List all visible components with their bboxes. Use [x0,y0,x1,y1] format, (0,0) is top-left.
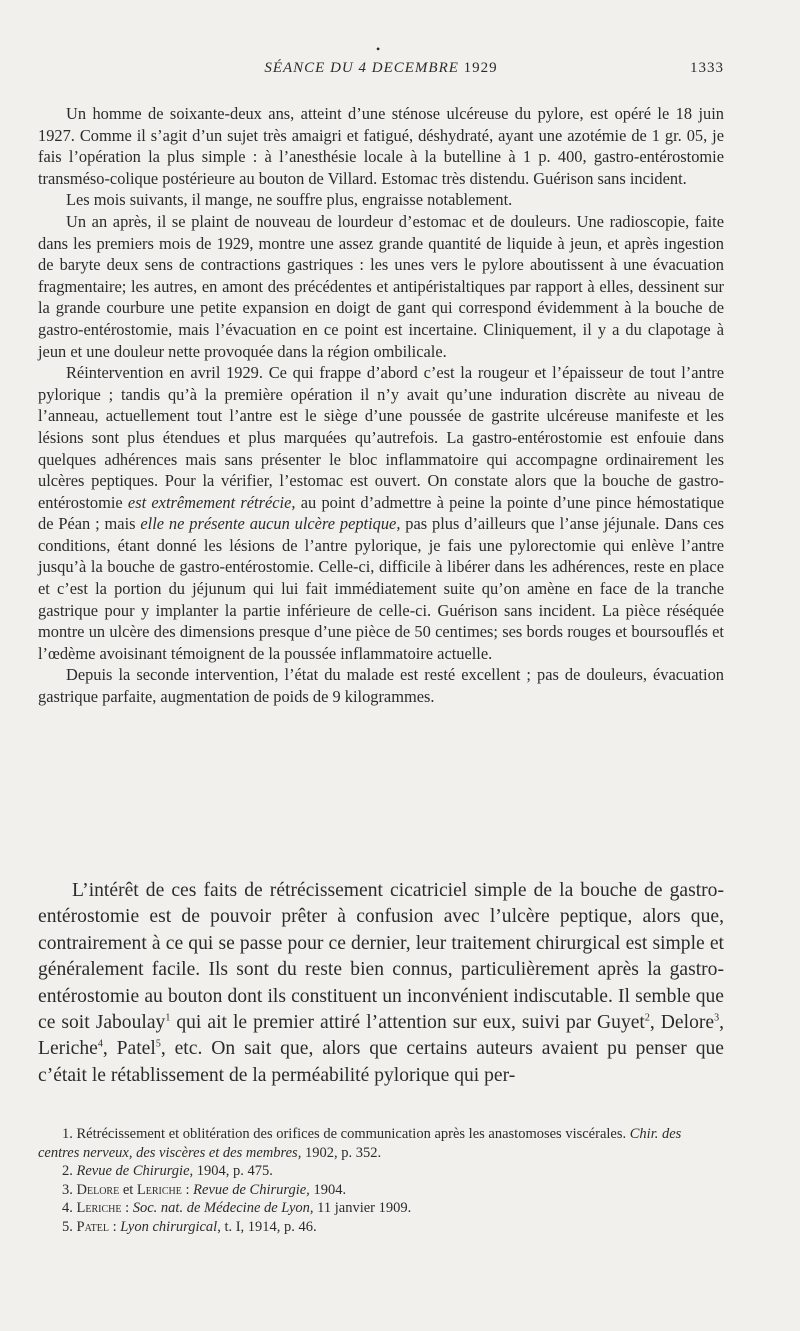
footnote-ref: 2 [644,1012,650,1024]
text-run: 2. [62,1163,77,1180]
paragraph [38,362,724,664]
header-title [38,60,724,77]
text-run: 1904, p. 475. [193,1163,273,1180]
discussion [38,878,724,1089]
footnote-3 [38,1181,724,1200]
text-run: , Leriche [38,1012,724,1060]
paragraph: Les mois suivants, il mange, ne souffre plus, engraisse notablement. [66,190,513,210]
text-run: : [109,1218,121,1235]
footnote-ref: 4 [97,1038,103,1050]
author-name: 4. Leriche [62,1200,122,1217]
text-run: , Delore [649,1012,715,1034]
footnote-1 [38,1125,724,1162]
case-report [38,103,724,708]
text-run: , etc. On sait que, alors que certains auteurs avaient pu penser que c’était le rétablissement de la perméabilité pylorique qui per- [38,1038,724,1086]
paragraph: Un homme de soixante-deux ans, atteint d’une sténose ulcéreuse du pylore, est opéré le 18 juin 1927. Comme il s’agit d’un sujet très amaigri et fatigué, déshydraté, ayant une azotémie de 1 gr. 05, je fais l’opération la plus simple : à l’anesthésie locale à la butelline à 1 p. 400, gastro-entérostomie transméso-colique postérieure au bouton de Villard. Estomac très distendu. Guérison sans incident. [38,104,724,188]
italic-run: Lyon chirurgical [120,1218,218,1235]
italic-run: Revue de Chirurgie, [193,1181,310,1198]
ornament-dot: • [376,42,381,56]
text-run: 1902, p. 352. [301,1144,382,1161]
paragraph: Un an après, il se plaint de nouveau de lourdeur d’estomac et de douleurs. Une radioscopie, faite dans les premiers mois de 1929, montre une assez grande quantité de liquide à jeun, et après ingestion de baryte deux sens de contractions gastriques : les unes vers le pylore aboutissent à une évacuation fragmentaire; les autres, en amont des précédentes et antipéristaltiques par rapport à elles, dessinent sur la grande courbure une petite expansion en doigt de gant qui correspond évidemment à la bouche de gastro-entérostomie, mais l’évacuation en ce point est incertaine. Cliniquement, il y a du clapotage à jeun et une douleur nette provoquée dans la région ombilicale. [38,211,724,361]
paragraph [38,878,724,1089]
text-run: pas plus d’ailleurs que l’anse jéjunale. Dans ces conditions, étant donné les lésions de l’antre pylorique, je fais une pylorectomie qui enlève l’antre jusqu’à la bouche de gastro-entérostomie. Celle-ci, difficile à libérer dans les adhérences, reste en place et c’est la portion du jéjunum qui lui fait immédiatement suite qu’on amène en face de la tranche gastrique pour y implanter la partie inférieure de celle-ci. Guérison sans incident. La pièce réséquée montre un ulcère des dimensions presque d’une pièce de 50 centimes; ses bords rouges et boursouflés et l’œdème avoisinant témoignent de la poussée inflammatoire actuelle. [38,514,724,663]
paragraph: Depuis la seconde intervention, l’état du malade est resté excellent ; pas de douleurs, évacuation gastrique parfaite, augmentation de poids de 9 kilogrammes. [38,665,724,707]
footnotes [38,1125,724,1237]
text-run: et [119,1181,137,1198]
italic-run: Chir. des centres nerveux, des viscères et des membres, [38,1126,682,1161]
text-run: qui ait le premier attiré l’attention sur eux, suivi par Guyet [170,1012,645,1034]
author-name: Leriche [136,1181,182,1198]
text-run: 11 janvier 1909. [313,1200,412,1217]
italic-run: elle ne présente aucun ulcère peptique, [140,514,401,534]
footnote-ref: 1 [165,1012,171,1024]
document-page [38,0,724,1331]
running-header [38,60,724,80]
text-run: : [181,1181,194,1198]
footnote-ref: 3 [714,1012,720,1024]
text-run: : [121,1200,133,1217]
header-year: 1929 [463,60,498,76]
text-run: au point d’admettre à peine la pointe d’une pince hémostatique de Péan ; mais [38,492,724,534]
footnote-2 [38,1162,724,1181]
author-name: 3. Delore [62,1181,120,1198]
italic-run: Soc. nat. de Médecine de Lyon, [132,1200,314,1217]
page-number: 1333 [690,60,724,76]
text-run: , Patel [102,1038,156,1060]
italic-run: Revue de Chirurgie, [76,1163,194,1180]
italic-run: est extrêmement rétrécie, [127,492,296,512]
footnote-5 [38,1218,724,1237]
text-run: L’intérêt de ces faits de rétrécissement cicatriciel simple de la bouche de gastro-entérostomie est de pouvoir prêter à confusion avec l’ulcère peptique, alors que, contrairement à ce qui se passe pour ce dernier, leur traitement chirurgical est simple et généralement facile. Ils sont du reste bien connus, particulièrement après la gastro-entérostomie au bouton dont ils constituent un inconvénient indiscutable. Il semble que ce soit Jaboulay [38,880,724,1034]
text-run: , t. I, 1914, p. 46. [217,1218,317,1235]
text-run: Réintervention en avril 1929. Ce qui frappe d’abord c’est la rougeur et l’épaisseur de tout l’antre pylorique ; tandis qu’à la première opération il n’y avait qu’une induration discrète au niveau de l’anneau, actuellement tout l’antre est le siège d’une poussée de gastrite ulcéreuse manifeste et les lésions sont plus étendues et plus marquées qu’autrefois. La gastro-entérostomie est enfouie dans quelques adhérences mais sans présenter le bloc inflammatoire qui accompagne ordinairement les ulcères peptiques. Pour la vérifier, l’estomac est ouvert. On constate alors que la bouche de gastro-entérostomie [38,363,724,512]
text-run: 1904. [309,1181,347,1198]
author-name: 5. Patel [62,1218,110,1235]
text-run: 1. Rétrécissement et oblitération des orifices de communication après les anastomoses viscérales. [62,1126,630,1142]
footnote-ref: 5 [155,1038,161,1050]
footnote-4 [38,1199,724,1218]
header-session: SÉANCE DU 4 DECEMBRE [264,60,459,76]
